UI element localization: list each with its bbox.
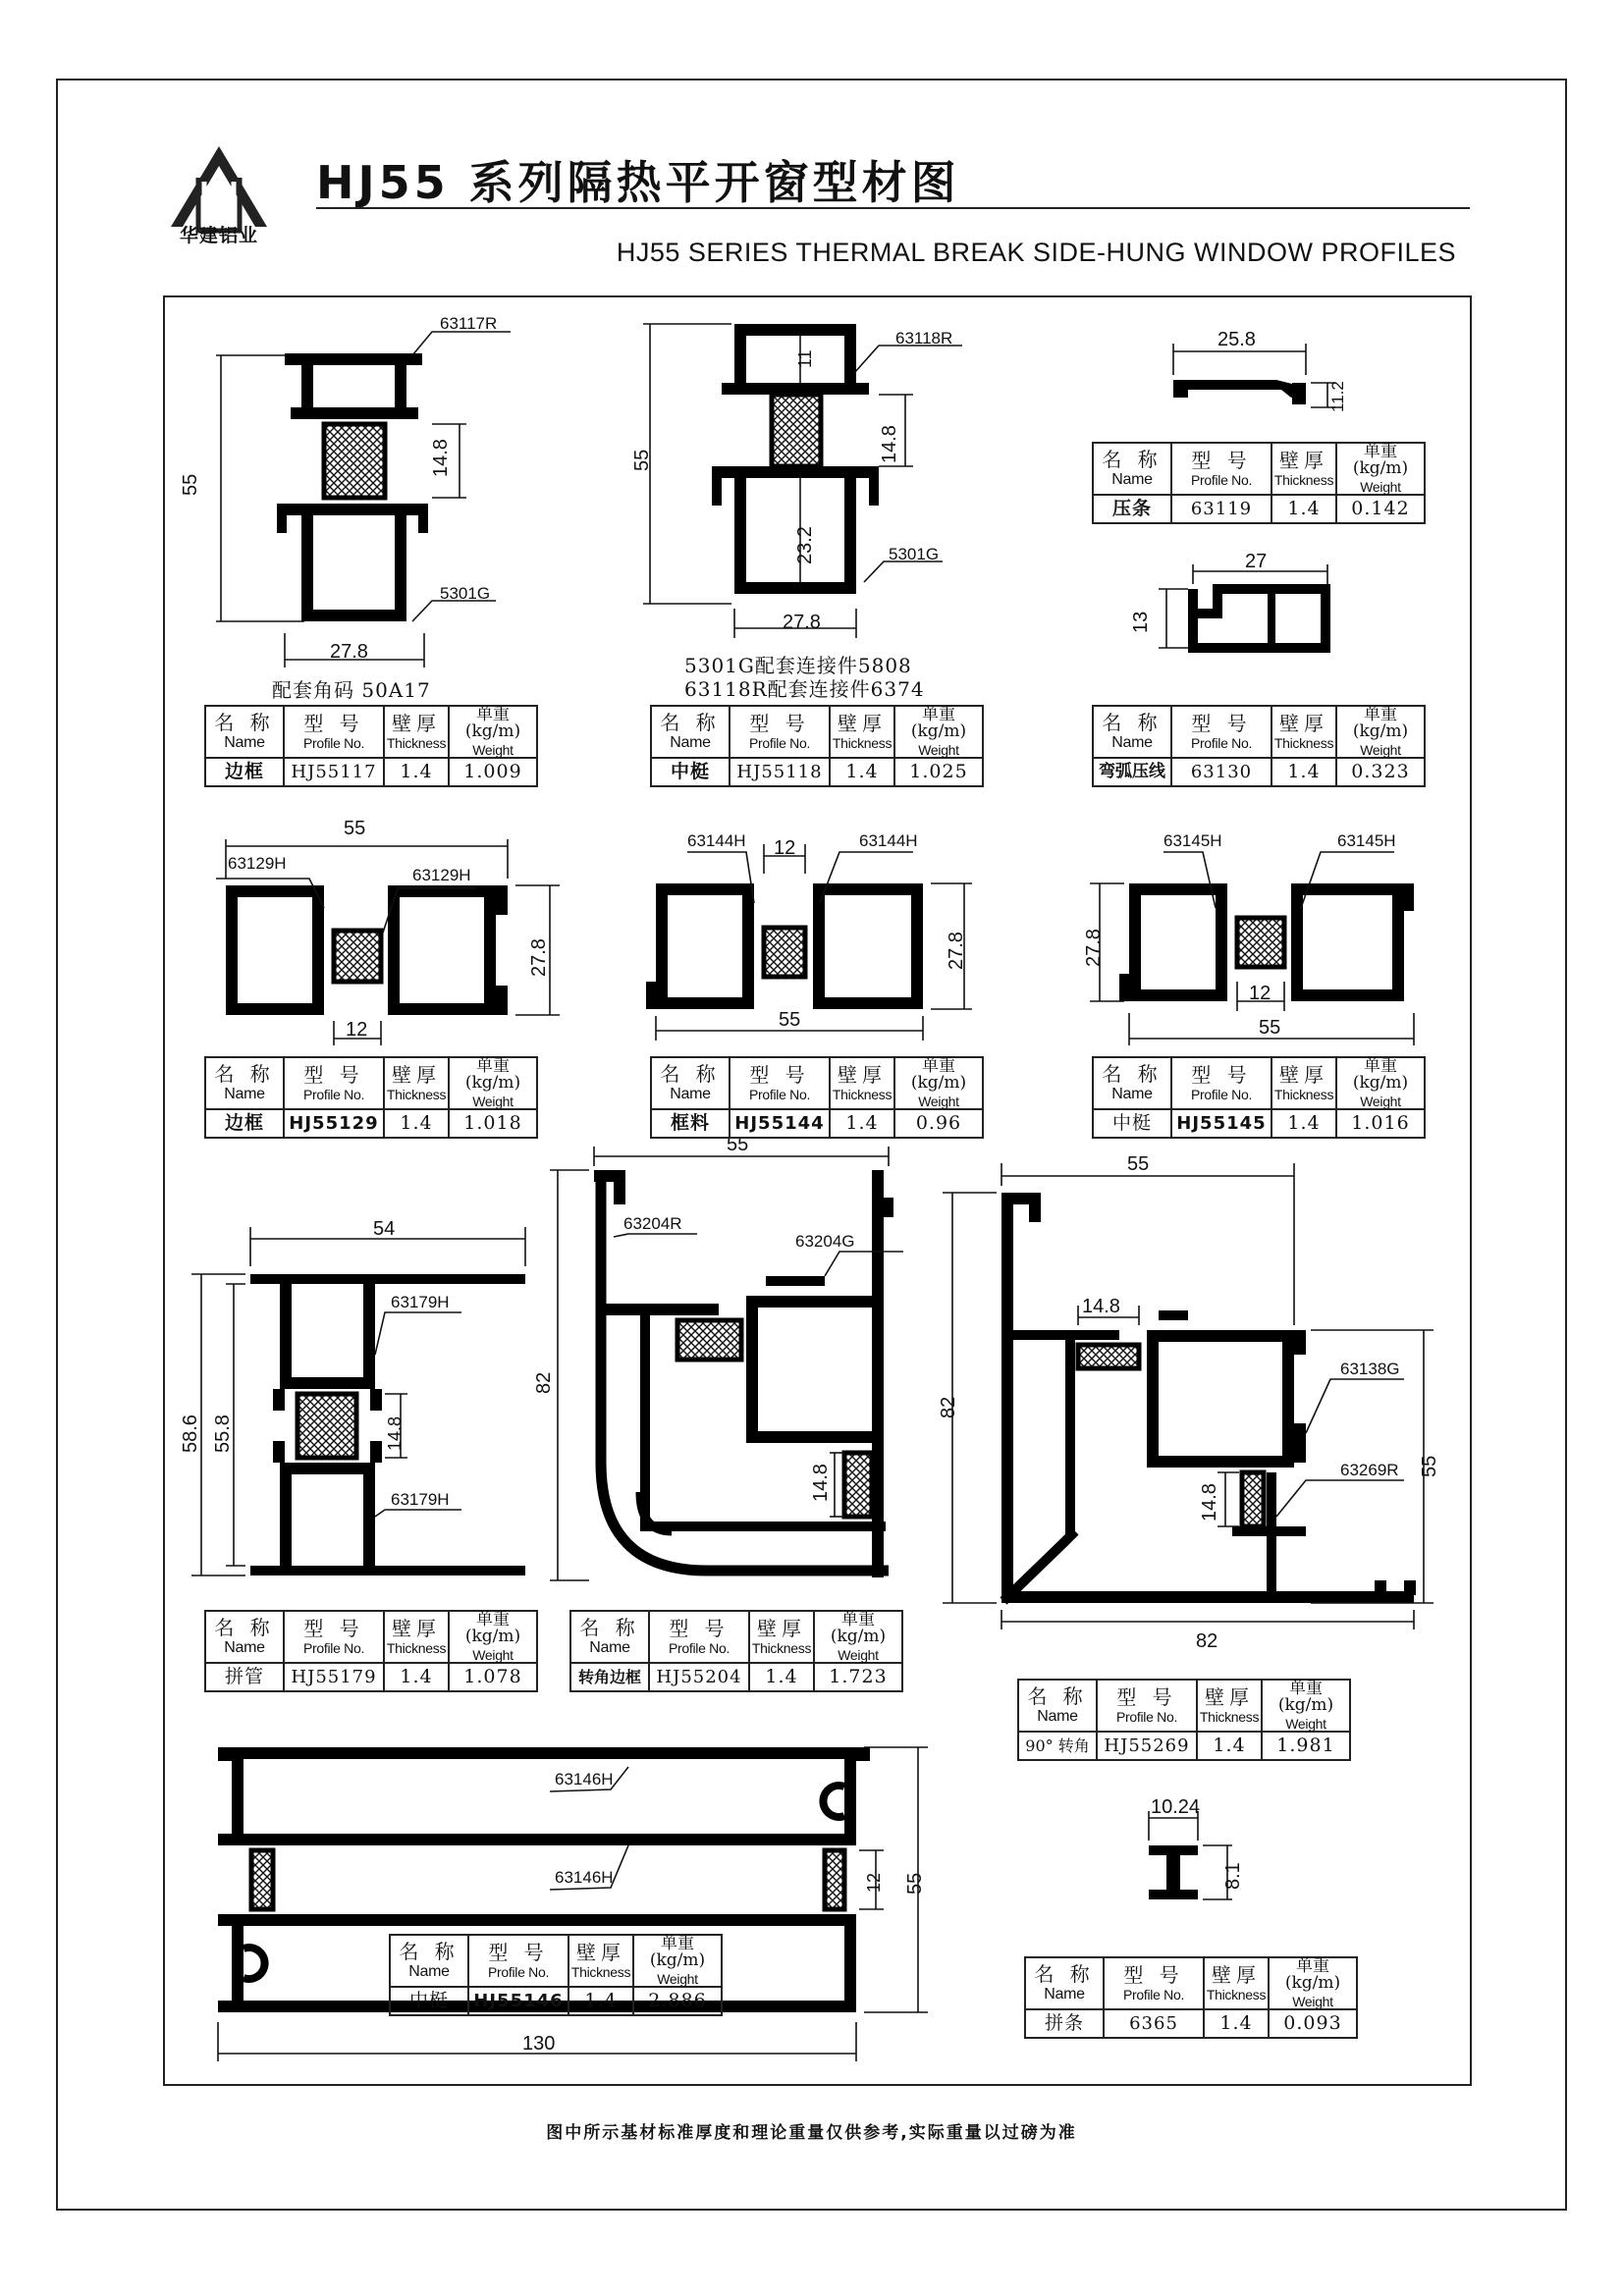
dim-25-8: 25.8: [1217, 329, 1256, 350]
dim-12-c: 12: [1249, 983, 1271, 1004]
part-63145h-a: 63145H: [1163, 831, 1222, 850]
name-cell: 框料: [651, 1109, 730, 1138]
dim-55-f: 55: [727, 1134, 749, 1155]
spec-table-hj55146: 名 称 Name 型 号 Profile No. 壁厚 Thickness 单重(kg/m) Weight 中梃 HJ55146 1.4 2.886: [389, 1934, 723, 2016]
part-5301g: 5301G: [440, 584, 491, 603]
profile-cell: HJ55146: [468, 1987, 568, 2015]
part-63179h-a: 63179H: [391, 1293, 450, 1311]
spec-table-63119: 名 称 Name 型 号 Profile No. 壁厚 Thickness 单重(kg/m) Weight 压条 63119 1.4 0.142: [1092, 442, 1426, 524]
spec-table-63130: 名 称 Name 型 号 Profile No. 壁厚 Thickness 单重(kg/m) Weight 弯弧压线 63130 1.4 0.323: [1092, 705, 1426, 787]
note-hj55118-1: 5301G配套连接件5808: [684, 654, 912, 677]
profile-hj55129-drawing: [226, 885, 508, 1015]
part-63179h-b: 63179H: [391, 1490, 450, 1509]
profile-cell: HJ55118: [730, 758, 830, 786]
dim-55-g: 55: [1127, 1153, 1150, 1175]
thickness-cell: 1.4: [384, 1109, 449, 1138]
dim-14-8-f: 14.8: [1199, 1483, 1220, 1522]
spec-table-hj55204: 名 称 Name 型 号 Profile No. 壁厚 Thickness 单重(kg/m) Weight 转角边框 HJ55204 1.4 1.723: [569, 1610, 903, 1692]
name-cell: 中梃: [651, 758, 730, 786]
part-63129h-b: 63129H: [412, 866, 471, 884]
dim-58-6: 58.6: [180, 1415, 201, 1453]
footer-note: 图中所示基材标准厚度和理论重量仅供参考,实际重量以过磅为准: [546, 2123, 1077, 2143]
profile-cell: 63130: [1171, 758, 1271, 786]
thickness-cell: 1.4: [384, 758, 449, 786]
weight-cell: 1.981: [1262, 1732, 1350, 1760]
dim-23-2: 23.2: [794, 526, 816, 564]
title-cn: HJ55 系列隔热平开窗型材图: [316, 156, 960, 209]
weight-cell: 0.96: [894, 1109, 983, 1138]
spec-table-hj55145: 名 称 Name 型 号 Profile No. 壁厚 Thickness 单重(kg/m) Weight 中梃 HJ55145 1.4 1.016: [1092, 1056, 1426, 1139]
part-63138g: 63138G: [1340, 1360, 1400, 1378]
part-5301g-b: 5301G: [889, 545, 940, 563]
dim-27: 27: [1245, 551, 1268, 572]
profile-hj55117-drawing: [277, 353, 428, 621]
dim-14-8-d: 14.8: [810, 1464, 832, 1502]
spec-table-hj55117: 名 称 Name 型 号 Profile No. 壁厚 Thickness 单重(kg/m) Weight 边框 HJ55117 1.4 1.009: [204, 705, 538, 787]
thickness-cell: 1.4: [1271, 495, 1336, 523]
dim-27-8-b: 27.8: [783, 612, 821, 633]
part-63145h-b: 63145H: [1337, 831, 1396, 850]
profile-63130-drawing: [1193, 589, 1325, 648]
note-hj55118-2: 63118R配套连接件6374: [684, 677, 925, 701]
dim-10-24: 10.24: [1151, 1796, 1201, 1818]
dim-11-2: 11.2: [1328, 381, 1347, 412]
thickness-cell: 1.4: [384, 1663, 449, 1691]
profile-cell: 6365: [1104, 2009, 1204, 2038]
dim-14-8-c: 14.8: [385, 1415, 405, 1451]
part-63118r: 63118R: [895, 329, 953, 347]
weight-cell: 2.886: [633, 1987, 722, 2015]
weight-cell: 1.723: [814, 1663, 902, 1691]
part-63204r: 63204R: [623, 1214, 682, 1233]
part-63204g: 63204G: [795, 1232, 855, 1251]
name-cell: 转角边框: [570, 1663, 649, 1691]
profile-cell: HJ55117: [284, 758, 384, 786]
thickness-cell: 1.4: [1197, 1732, 1262, 1760]
profile-cell: HJ55179: [284, 1663, 384, 1691]
dim-14-8-b: 14.8: [879, 425, 900, 463]
dim-55-8: 55.8: [212, 1415, 234, 1453]
dim-55-b: 55: [631, 449, 653, 471]
dim-55-i: 55: [904, 1872, 926, 1895]
weight-cell: 1.009: [449, 758, 537, 786]
name-cell: 弯弧压线: [1093, 758, 1171, 786]
part-63269r: 63269R: [1340, 1461, 1399, 1479]
weight-cell: 0.093: [1269, 2009, 1357, 2038]
dim-55-d: 55: [779, 1009, 801, 1031]
profile-6365-drawing: [1149, 1845, 1198, 1899]
spec-table-6365: 名 称 Name 型 号 Profile No. 壁厚 Thickness 单重(kg/m) Weight 拼条 6365 1.4 0.093: [1024, 1956, 1358, 2039]
dim-12-b: 12: [774, 837, 796, 859]
part-63146h-b: 63146H: [555, 1868, 614, 1887]
dim-12-d: 12: [864, 1872, 884, 1893]
company-name: 华建铝业: [179, 226, 258, 246]
profile-cell: HJ55129: [284, 1109, 384, 1138]
profile-hj55144-drawing: [646, 883, 923, 1009]
name-cell: 90° 转角: [1018, 1732, 1097, 1760]
dim-12: 12: [346, 1019, 368, 1041]
dim-8-1: 8.1: [1222, 1862, 1244, 1890]
dim-55: 55: [180, 473, 201, 496]
thickness-cell: 1.4: [568, 1987, 633, 2015]
part-63117r: 63117R: [440, 314, 498, 333]
profile-cell: HJ55144: [730, 1109, 830, 1138]
weight-cell: 0.323: [1336, 758, 1425, 786]
name-cell: 中梃: [390, 1987, 468, 2015]
title-en: HJ55 SERIES THERMAL BREAK SIDE-HUNG WINDOW PROFILES: [616, 238, 1456, 267]
dim-130: 130: [522, 2033, 556, 2055]
weight-cell: 1.016: [1336, 1109, 1425, 1138]
profile-cell: HJ55145: [1171, 1109, 1271, 1138]
spec-table-hj55144: 名 称 Name 型 号 Profile No. 壁厚 Thickness 单重(kg/m) Weight 框料 HJ55144 1.4 0.96: [650, 1056, 984, 1139]
thickness-cell: 1.4: [1204, 2009, 1269, 2038]
profile-hj55269-drawing: [1001, 1193, 1416, 1603]
dim-14-8: 14.8: [430, 439, 452, 477]
dim-55-h: 55: [1419, 1455, 1440, 1477]
name-cell: 拼管: [205, 1663, 284, 1691]
name-cell: 拼条: [1025, 2009, 1104, 2038]
spec-table-hj55129: 名 称 Name 型 号 Profile No. 壁厚 Thickness 单重(kg/m) Weight 边框 HJ55129 1.4 1.018: [204, 1056, 538, 1139]
weight-cell: 0.142: [1336, 495, 1425, 523]
weight-cell: 1.078: [449, 1663, 537, 1691]
note-hj55117: 配套角码 50A17: [272, 678, 431, 702]
spec-table-hj55179: 名 称 Name 型 号 Profile No. 壁厚 Thickness 单重(kg/m) Weight 拼管 HJ55179 1.4 1.078: [204, 1610, 538, 1692]
spec-table-hj55269: 名 称 Name 型 号 Profile No. 壁厚 Thickness 单重(kg/m) Weight 90° 转角 HJ55269 1.4 1.981: [1017, 1679, 1351, 1761]
profile-cell: 63119: [1171, 495, 1271, 523]
dim-13: 13: [1130, 611, 1152, 633]
weight-cell: 1.025: [894, 758, 983, 786]
name-cell: 边框: [205, 758, 284, 786]
dim-14-8-e: 14.8: [1082, 1296, 1120, 1317]
dim-27-8-e: 27.8: [1083, 929, 1105, 967]
dim-82: 82: [533, 1371, 555, 1394]
name-cell: 边框: [205, 1109, 284, 1138]
dim-27-8-c: 27.8: [528, 938, 550, 977]
part-63129h-a: 63129H: [228, 854, 287, 873]
dim-55-c: 55: [344, 818, 366, 839]
thickness-cell: 1.4: [1271, 758, 1336, 786]
profile-63119-drawing: [1173, 380, 1306, 404]
thickness-cell: 1.4: [830, 758, 894, 786]
thickness-cell: 1.4: [749, 1663, 814, 1691]
spec-table-hj55118: 名 称 Name 型 号 Profile No. 壁厚 Thickness 单重(kg/m) Weight 中梃 HJ55118 1.4 1.025: [650, 705, 984, 787]
part-63144h-a: 63144H: [687, 831, 746, 850]
name-cell: 压条: [1093, 495, 1171, 523]
dim-11: 11: [795, 349, 815, 368]
dim-27-8: 27.8: [330, 641, 368, 663]
dim-27-8-d: 27.8: [946, 932, 967, 970]
profile-cell: HJ55204: [649, 1663, 749, 1691]
dim-82-c: 82: [1196, 1630, 1218, 1652]
weight-cell: 1.018: [449, 1109, 537, 1138]
part-63146h-a: 63146H: [555, 1770, 614, 1789]
name-cell: 中梃: [1093, 1109, 1171, 1138]
part-63144h-b: 63144H: [859, 831, 918, 850]
dim-54: 54: [373, 1218, 396, 1240]
dim-82-b: 82: [938, 1396, 959, 1418]
profile-cell: HJ55269: [1097, 1732, 1197, 1760]
dim-55-e: 55: [1259, 1017, 1281, 1039]
thickness-cell: 1.4: [1271, 1109, 1336, 1138]
thickness-cell: 1.4: [830, 1109, 894, 1138]
